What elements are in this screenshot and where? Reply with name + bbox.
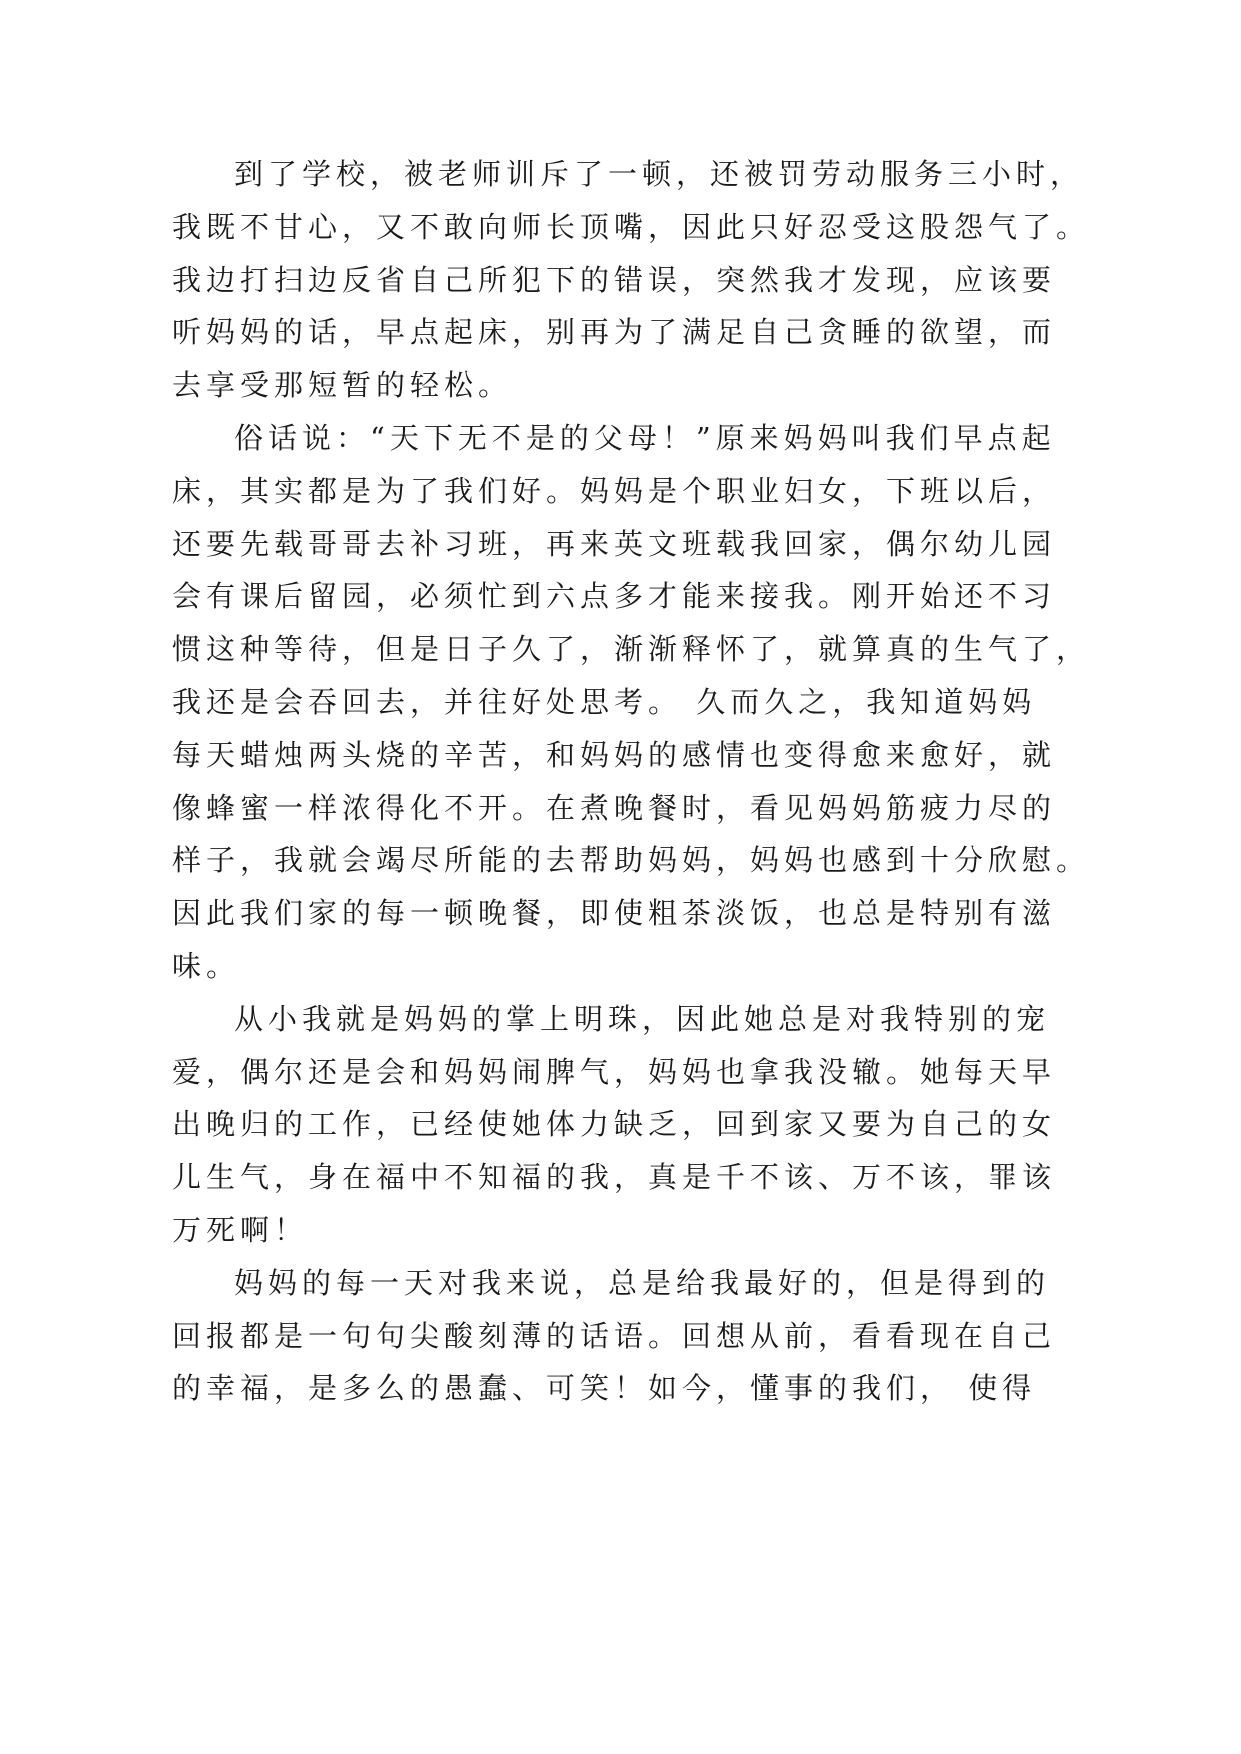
- body-text: [172, 148, 1091, 1415]
- text-line: 回报都是一句句尖酸刻薄的话语。回想从前，看看现在自己: [172, 1318, 1057, 1353]
- text-line: 俗话说：“天下无不是的父母！”原来妈妈叫我们早点起: [234, 420, 1056, 455]
- text-line: 我既不甘心，又不敢向师长顶嘴，因此只好忍受这股怨气了。: [172, 209, 1091, 244]
- text-line: 床，其实都是为了我们好。妈妈是个职业妇女，下班以后，: [172, 473, 1057, 508]
- paragraph-4: [172, 1257, 1057, 1415]
- text-line: 会有课后留园，必须忙到六点多才能来接我。刚开始还不习: [172, 579, 1057, 614]
- text-line: 还要先载哥哥去补习班，再来英文班载我回家，偶尔幼儿园: [172, 526, 1057, 561]
- text-line: 万死啊！: [172, 1212, 309, 1247]
- text-line: 出晚归的工作，已经使她体力缺乏，回到家又要为自己的女: [172, 1107, 1057, 1142]
- text-line: 听妈妈的话，早点起床，别再为了满足自己贪睡的欲望，而: [172, 315, 1057, 350]
- text-line: 每天蜡烛两头烧的辛苦，和妈妈的感情也变得愈来愈好，就: [172, 737, 1057, 772]
- text-line: 味。: [172, 948, 241, 983]
- paragraph-3: [172, 993, 1057, 1257]
- text-line: 像蜂蜜一样浓得化不开。在煮晚餐时，看见妈妈筋疲力尽的: [172, 790, 1057, 825]
- text-line: 妈妈的每一天对我来说，总是给我最好的，但是得到的: [234, 1265, 1051, 1300]
- text-line: 因此我们家的每一顿晚餐，即使粗茶淡饭，也总是特别有滋: [172, 896, 1057, 931]
- text-line: 爱，偶尔还是会和妈妈闹脾气，妈妈也拿我没辙。她每天早: [172, 1054, 1057, 1089]
- text-line: 样子，我就会竭尽所能的去帮助妈妈，妈妈也感到十分欣慰。: [172, 843, 1091, 878]
- text-line: 儿生气，身在福中不知福的我，真是千不该、万不该，罪该: [172, 1160, 1057, 1195]
- text-line: 惯这种等待，但是日子久了，渐渐释怀了，就算真的生气了，: [172, 632, 1091, 667]
- text-line: 我还是会吞回去，并往好处思考。 久而久之，我知道妈妈: [172, 684, 1037, 719]
- text-line: 我边打扫边反省自己所犯下的错误，突然我才发现，应该要: [172, 262, 1057, 297]
- text-line: 的幸福，是多么的愚蠢、可笑！如今，懂事的我们， 使得: [172, 1371, 1037, 1406]
- text-line: 从小我就是妈妈的掌上明珠，因此她总是对我特别的宠: [234, 1001, 1051, 1036]
- text-line: 去享受那短暂的轻松。: [172, 368, 513, 403]
- paragraph-2: [172, 412, 1091, 993]
- text-line: 到了学校，被老师训斥了一顿，还被罚劳动服务三小时，: [234, 157, 1085, 191]
- paragraph-1: [172, 148, 1091, 412]
